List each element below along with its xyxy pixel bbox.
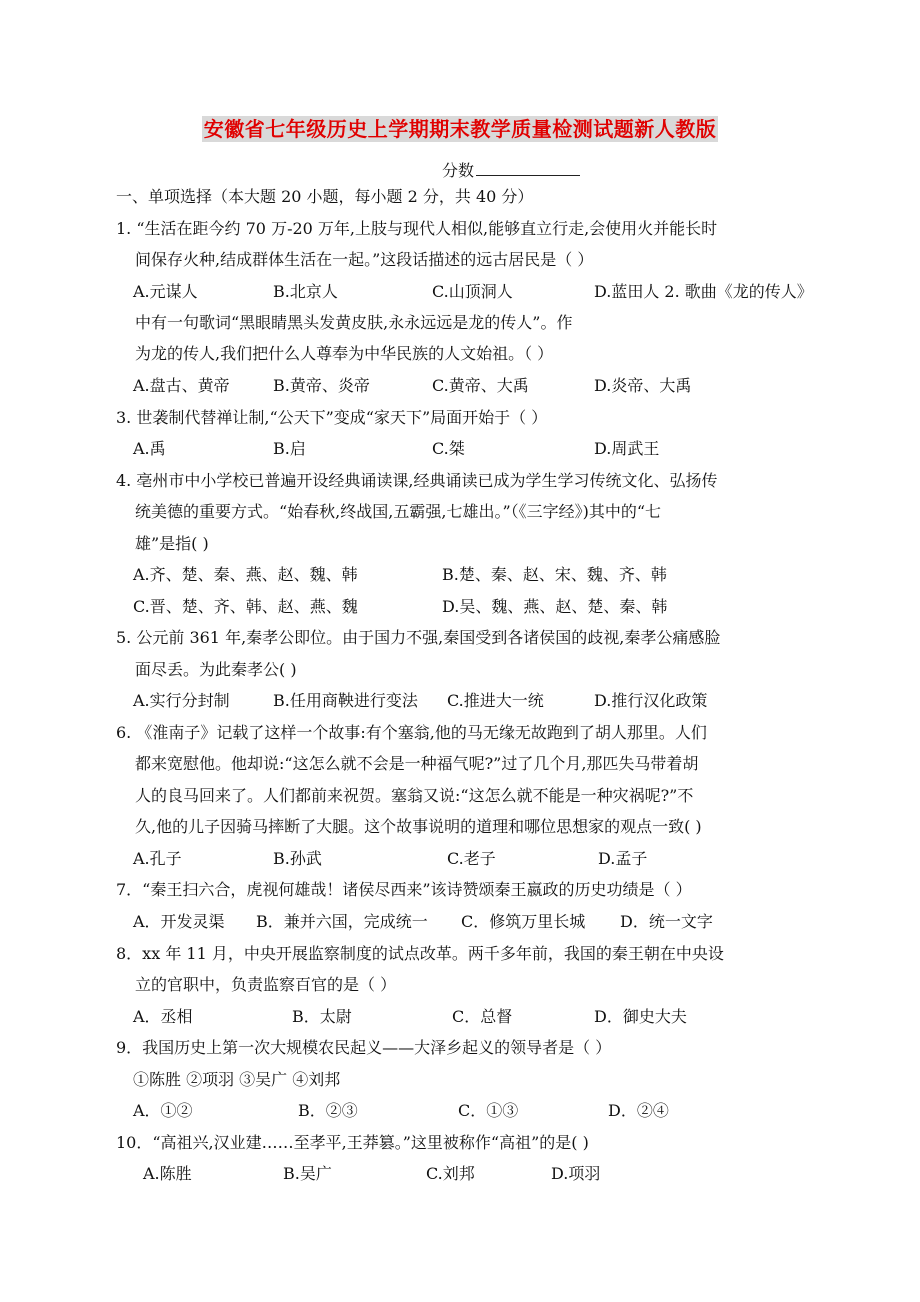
q4-option-c: C.晋、楚、齐、韩、赵、燕、魏	[133, 597, 358, 616]
q8-option-c: C．总督	[452, 1007, 513, 1026]
q3-line-1: 3. 世袭制代替禅让制,“公天下”变成“家天下”局面开始于（ ）	[116, 408, 548, 427]
q1-line-2: 间保存火种,结成群体生活在一起。”这段话描述的远古居民是（ ）	[135, 250, 594, 269]
q4-option-b: B.楚、秦、赵、宋、魏、齐、韩	[442, 565, 667, 584]
q6-option-b: B.孙武	[273, 849, 322, 868]
q10-option-d: D.项羽	[551, 1164, 601, 1183]
score-blank-line	[476, 161, 580, 176]
q10-option-a: A.陈胜	[143, 1164, 192, 1183]
q6-option-c: C.老子	[447, 849, 496, 868]
q9-option-b: B．②③	[298, 1101, 358, 1120]
q8-option-d: D．御史大夫	[594, 1007, 687, 1026]
q6-line-3: 人的良马回来了。人们都前来祝贺。塞翁又说:“这怎么就不能是一种灾祸呢?”不	[135, 786, 694, 805]
q4-line-3: 雄”是指( )	[135, 534, 209, 553]
q5-option-d: D.推行汉化政策	[594, 691, 708, 710]
q8-line-1: 8．xx 年 11 月，中央开展监察制度的试点改革。两千多年前，我国的秦王朝在中央设	[116, 944, 724, 963]
q3-option-b: B.启	[273, 439, 306, 458]
q4-line-2: 统美德的重要方式。“始春秋,终战国,五霸强,七雄出。”（《三字经》)其中的“七	[135, 502, 662, 521]
q6-line-4: 久,他的儿子因骑马摔断了大腿。这个故事说明的道理和哪位思想家的观点一致( )	[135, 817, 702, 836]
q4-option-d: D.吴、魏、燕、赵、楚、秦、韩	[442, 597, 668, 616]
q1-option-d: D.蓝田人 2. 歌曲《龙的传人》	[594, 282, 813, 301]
q9-option-a: A．①②	[133, 1101, 193, 1120]
section-heading: 一、单项选择（本大题 20 小题，每小题 2 分，共 40 分）	[116, 187, 534, 206]
q2-option-d: D.炎帝、大禹	[594, 376, 692, 395]
q5-line-1: 5. 公元前 361 年,秦孝公即位。由于国力不强,秦国受到各诸侯国的歧视,秦孝公痛感脸	[116, 628, 721, 647]
q1-option-c: C.山顶洞人	[432, 282, 513, 301]
q1-option-a: A.元谋人	[133, 282, 198, 301]
q2-option-b: B.黄帝、炎帝	[273, 376, 370, 395]
q2-option-a: A.盘古、黄帝	[133, 376, 230, 395]
q9-line-1: 9．我国历史上第一次大规模农民起义——大泽乡起义的领导者是（ ）	[116, 1038, 612, 1057]
q1-option-b: B.北京人	[273, 282, 338, 301]
q10-option-b: B.吴广	[283, 1164, 332, 1183]
q3-option-d: D.周武王	[594, 439, 660, 458]
q8-option-b: B．太尉	[292, 1007, 352, 1026]
q2-option-c: C.黄帝、大禹	[432, 376, 529, 395]
q5-option-a: A.实行分封制	[133, 691, 230, 710]
q10-option-c: C.刘邦	[426, 1164, 475, 1183]
q4-option-a: A.齐、楚、秦、燕、赵、魏、韩	[133, 565, 358, 584]
q3-option-a: A.禹	[133, 439, 166, 458]
q6-line-1: 6. 《淮南子》记载了这样一个故事:有个塞翁,他的马无缘无故跑到了胡人那里。人们	[116, 723, 707, 742]
q4-line-1: 4. 亳州市中小学校已普遍开设经典诵读课,经典诵读已成为学生学习传统文化、弘扬传	[116, 471, 718, 490]
q7-option-c: C．修筑万里长城	[461, 912, 586, 931]
q3-option-c: C.桀	[432, 439, 465, 458]
q9-line-2: ①陈胜 ②项羽 ③吴广 ④刘邦	[133, 1070, 341, 1089]
q7-option-a: A．开发灵渠	[133, 912, 225, 931]
q8-option-a: A．丞相	[133, 1007, 193, 1026]
q5-option-b: B.任用商鞅进行变法	[273, 691, 418, 710]
score-label: 分数	[442, 161, 475, 180]
q2-line-1: 中有一句歌词“黑眼睛黑头发黄皮肤,永永远远是龙的传人”。作	[135, 313, 573, 332]
q5-option-c: C.推进大一统	[447, 691, 544, 710]
q9-option-c: C．①③	[458, 1101, 519, 1120]
q6-option-a: A.孔子	[133, 849, 182, 868]
q1-line-1: 1. “生活在距今约 70 万-20 万年,上肢与现代人相似,能够直立行走,会使用火并能长时	[116, 219, 718, 238]
q5-line-2: 面尽丢。为此秦孝公( )	[135, 660, 297, 679]
document-title	[0, 113, 920, 142]
q7-line-1: 7．“秦王扫六合，虎视何雄哉！诸侯尽西来”该诗赞颂秦王嬴政的历史功绩是（ ）	[116, 880, 692, 899]
q2-line-2: 为龙的传人,我们把什么人尊奉为中华民族的人文始祖。（ ）	[135, 344, 554, 363]
q7-option-d: D．统一文字	[620, 912, 713, 931]
q9-option-d: D．②④	[608, 1101, 669, 1120]
score-field	[442, 158, 580, 181]
q8-line-2: 立的官职中，负责监察百官的是（ ）	[135, 975, 397, 994]
q10-line-1: 10．“高祖兴,汉业建……至孝平,王莽篡。”这里被称作“高祖”的是( )	[116, 1133, 589, 1152]
q6-option-d: D.孟子	[598, 849, 648, 868]
document-title-text: 安徽省七年级历史上学期期末教学质量检测试题新人教版	[203, 117, 717, 141]
q7-option-b: B．兼并六国，完成统一	[256, 912, 428, 931]
q6-line-2: 都来宽慰他。他却说:“这怎么就不会是一种福气呢?”过了几个月,那匹失马带着胡	[135, 754, 699, 773]
